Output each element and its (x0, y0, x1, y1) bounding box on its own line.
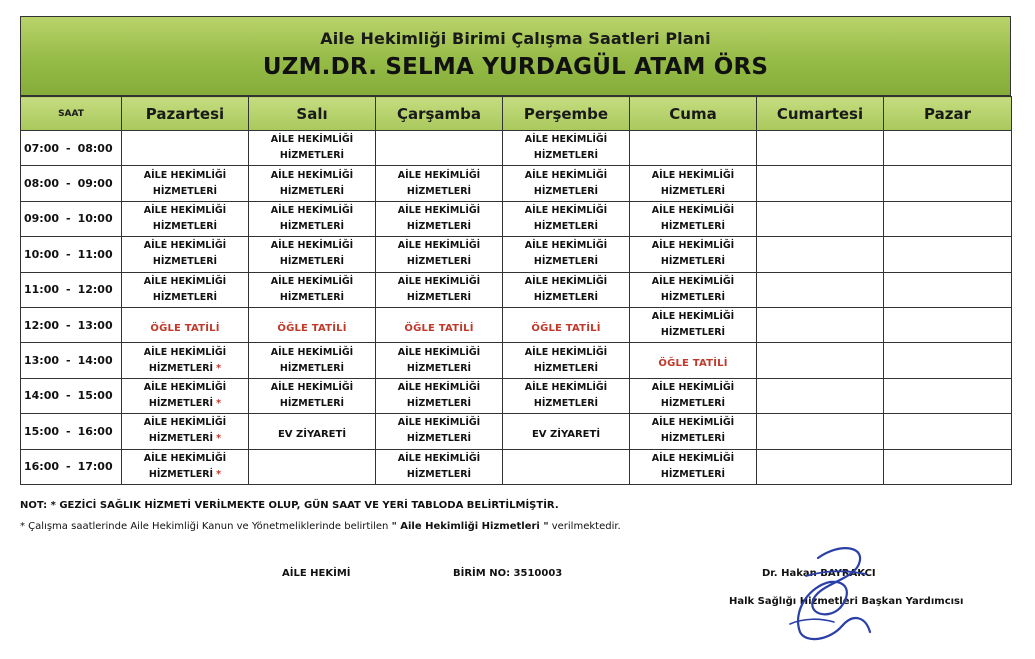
time-slot (21, 414, 122, 449)
cell-family-medicine-services (122, 343, 249, 378)
service-line-1: AİLE HEKİMLİĞİ (651, 204, 735, 216)
note-text: * Çalışma saatlerinde Aile Hekimliği Kanun ve Yönetmeliklerinde belirtilen (20, 521, 392, 532)
cell-family-medicine-services (630, 272, 757, 307)
cell-family-medicine-services (503, 201, 630, 236)
lunch-label: ÖĞLE TATİLİ (277, 322, 347, 334)
time-start: 13:00 (24, 354, 60, 368)
service-line-2: HİZMETLERİ (279, 362, 345, 374)
time-separator: - (66, 212, 71, 226)
cell-empty (757, 272, 884, 307)
time-end: 16:00 (77, 424, 113, 438)
cell-empty (884, 131, 1012, 166)
cell-empty (884, 237, 1012, 272)
service-line-1: AİLE HEKİMLİĞİ (524, 275, 608, 287)
service-line-1: AİLE HEKİMLİĞİ (143, 275, 227, 287)
unit-number: BİRİM NO: 3510003 (453, 568, 563, 579)
time-start: 16:00 (24, 460, 60, 474)
note-mobile-service: NOT: * GEZİCİ SAĞLIK HİZMETİ VERİLMEKTE OLUP, GÜN SAAT VE YERİ TABLODA BELİRTİLMİŞTİR. (20, 500, 559, 511)
cell-family-medicine-services (122, 378, 249, 413)
service-line-2: HİZMETLERİ (406, 468, 472, 480)
cell-empty (249, 449, 376, 484)
service-line-1: AİLE HEKİMLİĞİ (651, 381, 735, 393)
table-row (21, 166, 1012, 201)
time-slot (21, 201, 122, 236)
note-emphasis: " Aile Hekimliği Hizmetleri " (391, 521, 549, 532)
service-label (144, 345, 226, 377)
service-line-1: AİLE HEKİMLİĞİ (397, 346, 481, 358)
service-label (144, 203, 226, 235)
service-label (398, 415, 480, 447)
cell-family-medicine-services (376, 378, 503, 413)
mobile-service-marker: * (216, 397, 222, 409)
service-line-1: AİLE HEKİMLİĞİ (270, 275, 354, 287)
cell-empty (884, 201, 1012, 236)
page-title: UZM.DR. SELMA YURDAGÜL ATAM ÖRS (262, 54, 769, 80)
time-separator: - (66, 283, 71, 297)
cell-family-medicine-services (376, 343, 503, 378)
service-line-1: AİLE HEKİMLİĞİ (651, 240, 735, 252)
time-end: 17:00 (77, 460, 113, 474)
cell-family-medicine-services (630, 307, 757, 342)
cell-empty (757, 307, 884, 342)
service-label (271, 132, 353, 164)
cell-empty (884, 272, 1012, 307)
service-line-2: HİZMETLERİ (148, 362, 214, 374)
time-start: 08:00 (24, 177, 60, 191)
column-header-day: Çarşamba (376, 97, 503, 131)
service-line-1: AİLE HEKİMLİĞİ (397, 169, 481, 181)
cell-empty (503, 449, 630, 484)
table-row (21, 378, 1012, 413)
service-label (271, 203, 353, 235)
service-line-2: HİZMETLERİ (152, 256, 218, 268)
service-line-2: HİZMETLERİ (279, 291, 345, 303)
column-header-day: Pazar (884, 97, 1012, 131)
time-separator: - (66, 354, 71, 368)
service-line-2: HİZMETLERİ (148, 397, 214, 409)
service-label (525, 380, 607, 412)
cell-empty (757, 237, 884, 272)
service-line-1: AİLE HEKİMLİĞİ (143, 346, 227, 358)
service-line-2: HİZMETLERİ (660, 397, 726, 409)
cell-family-medicine-services (249, 166, 376, 201)
service-label (525, 345, 607, 377)
service-line-1: AİLE HEKİMLİĞİ (397, 275, 481, 287)
service-line-2: HİZMETLERİ (533, 291, 599, 303)
service-label (271, 238, 353, 270)
service-label (652, 203, 734, 235)
service-label (398, 203, 480, 235)
cell-family-medicine-services (376, 237, 503, 272)
cell-family-medicine-services (376, 272, 503, 307)
service-label (398, 380, 480, 412)
service-label (652, 451, 734, 483)
service-line-1: AİLE HEKİMLİĞİ (397, 240, 481, 252)
time-start: 12:00 (24, 318, 60, 332)
service-line-2: HİZMETLERİ (279, 185, 345, 197)
service-line-2: HİZMETLERİ (660, 220, 726, 232)
column-header-day: Salı (249, 97, 376, 131)
cell-family-medicine-services (376, 414, 503, 449)
service-line-2: HİZMETLERİ (660, 433, 726, 445)
service-label (398, 345, 480, 377)
signer-title: Halk Sağlığı Hizmetleri Başkan Yardımcısı (729, 596, 964, 607)
service-label (652, 238, 734, 270)
service-line-1: AİLE HEKİMLİĞİ (143, 452, 227, 464)
service-line-1: AİLE HEKİMLİĞİ (397, 204, 481, 216)
service-label (144, 168, 226, 200)
time-separator: - (66, 247, 71, 261)
service-line-2: HİZMETLERİ (533, 220, 599, 232)
service-line-1: AİLE HEKİMLİĞİ (143, 381, 227, 393)
cell-family-medicine-services (249, 201, 376, 236)
service-line-1: AİLE HEKİMLİĞİ (143, 169, 227, 181)
time-start: 10:00 (24, 247, 60, 261)
service-line-2: HİZMETLERİ (533, 185, 599, 197)
cell-empty (630, 131, 757, 166)
cell-family-medicine-services (249, 237, 376, 272)
schedule-sheet (20, 16, 1011, 485)
cell-family-medicine-services (122, 237, 249, 272)
column-header-time: SAAT (21, 97, 122, 131)
cell-empty (884, 343, 1012, 378)
cell-family-medicine-services (122, 201, 249, 236)
cell-family-medicine-services (503, 272, 630, 307)
cell-lunch-break (503, 307, 630, 342)
cell-family-medicine-services (376, 166, 503, 201)
service-label (398, 168, 480, 200)
service-line-2: HİZMETLERİ (279, 150, 345, 162)
cell-family-medicine-services (630, 378, 757, 413)
service-label (271, 345, 353, 377)
cell-empty (884, 307, 1012, 342)
time-slot (21, 166, 122, 201)
time-end: 13:00 (77, 318, 113, 332)
service-line-1: AİLE HEKİMLİĞİ (397, 452, 481, 464)
service-line-1: AİLE HEKİMLİĞİ (524, 204, 608, 216)
table-row (21, 343, 1012, 378)
lunch-label: ÖĞLE TATİLİ (658, 358, 728, 370)
cell-empty (757, 378, 884, 413)
service-label (144, 451, 226, 483)
mobile-service-marker: * (216, 433, 222, 445)
note-working-hours (20, 521, 1010, 532)
service-line-2: HİZMETLERİ (406, 433, 472, 445)
service-line-1: AİLE HEKİMLİĞİ (397, 381, 481, 393)
table-row (21, 307, 1012, 342)
time-separator: - (66, 141, 71, 155)
header-banner (20, 16, 1011, 96)
cell-family-medicine-services (376, 449, 503, 484)
service-label (652, 168, 734, 200)
service-line-1: AİLE HEKİMLİĞİ (397, 417, 481, 429)
time-end: 14:00 (77, 354, 113, 368)
cell-empty (884, 378, 1012, 413)
service-line-1: AİLE HEKİMLİĞİ (651, 311, 735, 323)
table-row (21, 237, 1012, 272)
cell-family-medicine-services (630, 414, 757, 449)
time-separator: - (66, 177, 71, 191)
service-line-2: HİZMETLERİ (406, 362, 472, 374)
cell-empty (376, 131, 503, 166)
time-slot (21, 307, 122, 342)
cell-family-medicine-services (122, 272, 249, 307)
cell-lunch-break (249, 307, 376, 342)
time-slot (21, 378, 122, 413)
service-label (652, 274, 734, 306)
cell-empty (884, 449, 1012, 484)
cell-home-visit (249, 414, 376, 449)
column-header-day: Cuma (630, 97, 757, 131)
time-slot (21, 131, 122, 166)
cell-family-medicine-services (503, 166, 630, 201)
service-label (271, 380, 353, 412)
service-line-2: HİZMETLERİ (533, 150, 599, 162)
service-line-2: HİZMETLERİ (279, 397, 345, 409)
mobile-service-marker: * (216, 362, 222, 374)
cell-family-medicine-services (249, 272, 376, 307)
service-line-1: AİLE HEKİMLİĞİ (524, 381, 608, 393)
time-separator: - (66, 389, 71, 403)
doctor-label: AİLE HEKİMİ (282, 568, 351, 579)
time-start: 11:00 (24, 283, 60, 297)
cell-lunch-break (122, 307, 249, 342)
handwritten-signature (770, 540, 890, 650)
service-line-1: AİLE HEKİMLİĞİ (270, 346, 354, 358)
cell-family-medicine-services (122, 414, 249, 449)
service-line-2: HİZMETLERİ (152, 220, 218, 232)
cell-family-medicine-services (122, 166, 249, 201)
service-line-1: AİLE HEKİMLİĞİ (651, 275, 735, 287)
service-line-1: AİLE HEKİMLİĞİ (143, 417, 227, 429)
service-line-2: HİZMETLERİ (533, 397, 599, 409)
service-line-2: HİZMETLERİ (148, 468, 214, 480)
cell-empty (757, 131, 884, 166)
time-end: 12:00 (77, 283, 113, 297)
time-start: 15:00 (24, 424, 60, 438)
cell-family-medicine-services (249, 343, 376, 378)
cell-empty (757, 449, 884, 484)
cell-family-medicine-services (503, 237, 630, 272)
time-end: 09:00 (77, 177, 113, 191)
time-slot (21, 449, 122, 484)
lunch-label: ÖĞLE TATİLİ (531, 322, 601, 334)
time-separator: - (66, 318, 71, 332)
service-line-1: AİLE HEKİMLİĞİ (524, 240, 608, 252)
note-text-end: verilmektedir. (548, 521, 621, 532)
lunch-label: ÖĞLE TATİLİ (150, 322, 220, 334)
service-line-1: AİLE HEKİMLİĞİ (651, 417, 735, 429)
service-label (398, 238, 480, 270)
time-slot (21, 343, 122, 378)
service-line-1: AİLE HEKİMLİĞİ (270, 204, 354, 216)
cell-family-medicine-services (630, 237, 757, 272)
service-label (398, 274, 480, 306)
column-header-day: Pazartesi (122, 97, 249, 131)
service-label (652, 380, 734, 412)
cell-lunch-break (376, 307, 503, 342)
time-slot (21, 272, 122, 307)
service-label (398, 451, 480, 483)
cell-empty (757, 166, 884, 201)
cell-family-medicine-services (630, 166, 757, 201)
service-line-1: AİLE HEKİMLİĞİ (270, 381, 354, 393)
time-separator: - (66, 424, 71, 438)
service-line-1: AİLE HEKİMLİĞİ (270, 134, 354, 146)
service-line-1: AİLE HEKİMLİĞİ (270, 240, 354, 252)
cell-family-medicine-services (249, 131, 376, 166)
cell-family-medicine-services (503, 343, 630, 378)
service-line-2: HİZMETLERİ (660, 468, 726, 480)
mobile-service-marker: * (216, 468, 222, 480)
cell-family-medicine-services (503, 131, 630, 166)
cell-family-medicine-services (503, 378, 630, 413)
table-row (21, 272, 1012, 307)
cell-empty (757, 343, 884, 378)
service-line-2: HİZMETLERİ (279, 220, 345, 232)
table-row (21, 201, 1012, 236)
time-end: 10:00 (77, 212, 113, 226)
service-line-2: HİZMETLERİ (406, 256, 472, 268)
column-header-day: Cumartesi (757, 97, 884, 131)
service-line-2: HİZMETLERİ (152, 185, 218, 197)
service-label (525, 168, 607, 200)
home-visit-label: EV ZİYARETİ (531, 428, 601, 440)
table-row (21, 449, 1012, 484)
table-row (21, 414, 1012, 449)
time-end: 15:00 (77, 389, 113, 403)
service-line-1: AİLE HEKİMLİĞİ (270, 169, 354, 181)
time-start: 09:00 (24, 212, 60, 226)
cell-family-medicine-services (630, 201, 757, 236)
time-separator: - (66, 460, 71, 474)
cell-home-visit (503, 414, 630, 449)
cell-lunch-break (630, 343, 757, 378)
service-label (525, 132, 607, 164)
service-line-1: AİLE HEKİMLİĞİ (651, 452, 735, 464)
lunch-label: ÖĞLE TATİLİ (404, 322, 474, 334)
service-label (144, 415, 226, 447)
service-label (525, 238, 607, 270)
service-label (271, 274, 353, 306)
page-subtitle: Aile Hekimliği Birimi Çalışma Saatleri Plani (320, 29, 711, 48)
service-line-2: HİZMETLERİ (406, 220, 472, 232)
notes-section (20, 500, 1010, 532)
service-line-1: AİLE HEKİMLİĞİ (524, 346, 608, 358)
cell-family-medicine-services (249, 378, 376, 413)
service-line-2: HİZMETLERİ (533, 256, 599, 268)
time-slot (21, 237, 122, 272)
service-label (652, 309, 734, 341)
service-line-2: HİZMETLERİ (148, 433, 214, 445)
service-line-1: AİLE HEKİMLİĞİ (143, 204, 227, 216)
cell-family-medicine-services (122, 449, 249, 484)
home-visit-label: EV ZİYARETİ (277, 428, 347, 440)
service-label (144, 238, 226, 270)
time-start: 07:00 (24, 141, 60, 155)
service-line-2: HİZMETLERİ (660, 185, 726, 197)
cell-empty (757, 201, 884, 236)
signer-name: Dr. Hakan BAYRAKCI (762, 568, 876, 579)
service-line-2: HİZMETLERİ (406, 185, 472, 197)
service-line-2: HİZMETLERİ (660, 291, 726, 303)
cell-family-medicine-services (376, 201, 503, 236)
time-start: 14:00 (24, 389, 60, 403)
column-header-day: Perşembe (503, 97, 630, 131)
service-line-1: AİLE HEKİMLİĞİ (143, 240, 227, 252)
service-label (525, 203, 607, 235)
service-line-2: HİZMETLERİ (660, 327, 726, 339)
service-line-2: HİZMETLERİ (660, 256, 726, 268)
service-line-1: AİLE HEKİMLİĞİ (651, 169, 735, 181)
header-row (21, 97, 1012, 131)
service-label (271, 168, 353, 200)
service-line-2: HİZMETLERİ (406, 291, 472, 303)
service-label (652, 415, 734, 447)
service-label (525, 274, 607, 306)
table-row (21, 131, 1012, 166)
service-label (144, 380, 226, 412)
time-end: 11:00 (77, 247, 113, 261)
service-line-1: AİLE HEKİMLİĞİ (524, 134, 608, 146)
schedule-body (21, 131, 1012, 485)
service-line-2: HİZMETLERİ (152, 291, 218, 303)
service-line-2: HİZMETLERİ (533, 362, 599, 374)
cell-empty (884, 166, 1012, 201)
cell-empty (884, 414, 1012, 449)
cell-empty (122, 131, 249, 166)
service-line-1: AİLE HEKİMLİĞİ (524, 169, 608, 181)
service-label (144, 274, 226, 306)
cell-empty (757, 414, 884, 449)
service-line-2: HİZMETLERİ (406, 397, 472, 409)
schedule-table (20, 96, 1012, 485)
time-end: 08:00 (77, 141, 113, 155)
service-line-2: HİZMETLERİ (279, 256, 345, 268)
cell-family-medicine-services (630, 449, 757, 484)
